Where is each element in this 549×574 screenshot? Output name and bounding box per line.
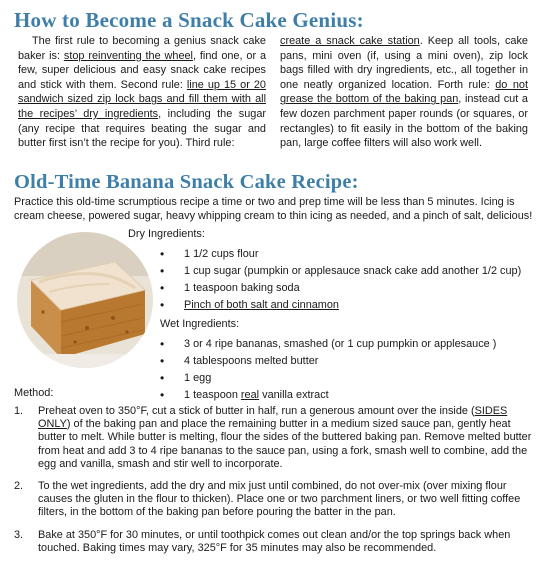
step-number: 1. [14, 405, 24, 417]
dry-ingredients-list [158, 247, 521, 315]
text-segment: , including the sugar (any recipe that requires beating the sugar and butter first isn’t the recipe for you). Third rule: [18, 107, 266, 150]
text-segment: , find one, or a few, super delicious and easy snack cake recipes and stick with them. Second rule: [18, 49, 267, 91]
recipe-intro: Practice this old-time scrumptious recipe a time or two and prep time will be less than 5 minutes. Icing is cream cheese, powered sugar, heavy whipping cream to thin icing as needed, and a pinch of salt, delicious! [14, 196, 533, 223]
step-1 [14, 405, 536, 471]
method-steps [14, 405, 536, 564]
rule-one-text: stop reinventing the wheel [63, 49, 193, 62]
recipe-title: Old-Time Banana Snack Cake Recipe: [14, 171, 359, 193]
wet-ingredients-label: Wet Ingredients: [160, 318, 240, 330]
genius-column-right [280, 34, 528, 151]
rule-three-text: create a snack cake station [280, 35, 420, 47]
method-label: Method: [14, 387, 54, 399]
genius-paragraph-right [280, 34, 528, 151]
step-3 [14, 529, 536, 555]
list-item: • 3 or 4 ripe bananas, smashed (or 1 cup pumpkin or applesauce ) [158, 337, 496, 354]
real-text: real [240, 389, 260, 401]
wet-ingredients-list [158, 337, 496, 405]
list-item: • 1 1/2 cups flour [158, 247, 521, 264]
text-segment: Preheat oven to 350°F, cut a stick of butter in half, run a generous amount over the inside ( [38, 405, 475, 417]
text-segment: . Keep all tools, cake pans, mini oven (if, using a mini oven), zip lock bags filled with dry ingredients, etc., all together in one neatly organized location. Forth rule: [280, 35, 528, 91]
cake-illustration [17, 232, 153, 368]
list-item: • 4 tablespoons melted butter [158, 354, 496, 371]
list-item [158, 298, 521, 315]
list-item [158, 388, 496, 405]
genius-title: How to Become a Snack Cake Genius: [14, 8, 364, 32]
snack-cake-photo [17, 232, 153, 368]
text-segment: vanilla extract [259, 389, 329, 401]
text-segment: To the wet ingredients, add the dry and mix just until combined, do not over-mix (over mixing flour causes the gluten in the flour to thicken). Place one or two parchment liners, or two well fitting coffee filters, in the bottom of the baking pan before pouring the batter in the pan. [38, 480, 521, 519]
text-segment: , instead cut a few dozen parchment paper rounds (or squares, or rectangles) to fit easily in the bottom of the baking pan, large coffee filters will also work well. [280, 93, 528, 150]
step-number: 2. [14, 480, 24, 493]
sides-only-text: SIDES ONLY [38, 405, 508, 431]
text-segment: Bake at 350°F for 30 minutes, or until toothpick comes out clean and/or the top springs back when touched. Baking times may vary, 325°F for 35 minutes may also be recommended. [38, 528, 511, 554]
dry-ingredients-label: Dry Ingredients: [128, 228, 205, 240]
text-segment: 1 teaspoon [184, 389, 241, 401]
list-item: • 1 teaspoon baking soda [158, 281, 521, 298]
text-segment: The first rule to becoming a genius snack cake baker is: [18, 35, 266, 62]
rule-two-text: line up 15 or 20 sandwich sized zip lock bags and fill them with all the recipes’ dry ingredients [18, 78, 266, 120]
text-segment: ) of the baking pan and place the remaining butter in a medium sized sauce pan, gently heat butter to melt. While butter is melting, flour the sides of the buttered baking pan. Remove melted butter from heat and add 3 to 4 ripe bananas to the sauce pan, using a fork, smash well to combine, add the egg and vanilla, smash and stir well to incorporate. [38, 418, 532, 470]
genius-columns [18, 34, 528, 151]
step-2 [14, 480, 536, 520]
genius-paragraph-left [18, 34, 266, 151]
list-item: • 1 egg [158, 371, 496, 388]
list-item: • 1 cup sugar (pumpkin or applesauce snack cake add another 1/2 cup) [158, 264, 521, 281]
step-number: 3. [14, 528, 24, 541]
rule-four-text: do not grease the bottom of the baking pan [280, 78, 529, 106]
genius-column-left [18, 34, 266, 151]
dry-last-text: Pinch of both salt and cinnamon [184, 299, 339, 311]
